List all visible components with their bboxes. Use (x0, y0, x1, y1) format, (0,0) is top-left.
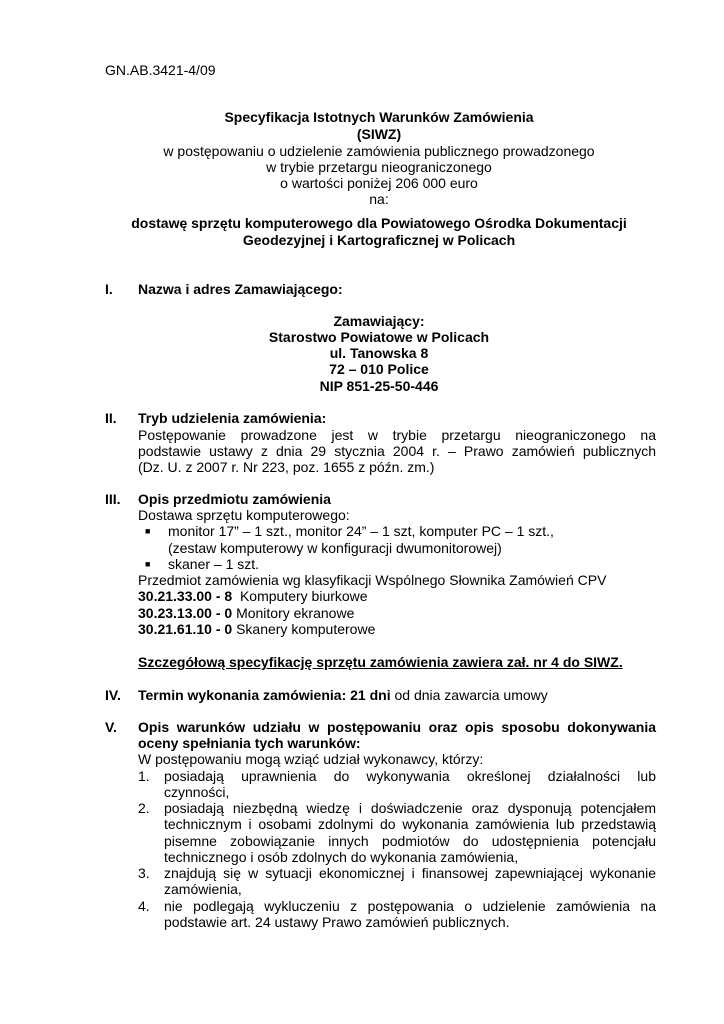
condition-number: 3. (138, 865, 150, 881)
contracting-authority-street: ul. Tanowska 8 (329, 345, 429, 361)
document-title: Specyfikacja Istotnych Warunków Zamówienia (224, 109, 534, 125)
cpv-name: Monitory ekranowe (232, 605, 355, 621)
bullet-item-1-continued: (zestaw komputerowy w konfiguracji dwumonitorowej) (168, 540, 502, 556)
document-abbr: (SIWZ) (356, 126, 402, 142)
section-2-text-line-2: podstawie ustawy z dnia 29 stycznia 2004 r. – Prawo zamówień publicznych (138, 443, 656, 459)
bullet-item-1: monitor 17” – 1 szt., monitor 24” – 1 szt, komputer PC – 1 szt., (168, 523, 554, 539)
header-line-3: o wartości poniżej 206 000 euro (280, 175, 478, 191)
section-5-title-line-1: Opis warunków udziału w postępowaniu oraz opis sposobu dokonywania (138, 719, 656, 735)
contracting-authority-label: Zamawiający: (333, 313, 425, 329)
section-2-number: II. (105, 410, 117, 426)
section-4-number: IV. (105, 687, 121, 703)
section-2-title: Tryb udzielenia zamówienia: (138, 410, 327, 426)
cpv-code: 30.23.13.00 - 0 (138, 605, 233, 621)
cpv-name: Skanery komputerowe (232, 621, 376, 637)
cpv-name: Komputery biurkowe (232, 588, 368, 604)
condition-1-line-1: posiadają uprawnienia do wykonywania określonej działalności lub (164, 768, 656, 784)
condition-2-line-2: technicznym i osobami zdolnymi do wykonania zamówienia lub przedstawią (164, 816, 656, 832)
section-1-number: I. (105, 281, 113, 297)
section-3-intro: Dostawa sprzętu komputerowego: (138, 507, 350, 523)
condition-2-line-1: posiadają niezbędną wiedzę i doświadczenie oraz dysponują potencjałem (164, 800, 656, 816)
contracting-authority-nip: NIP 851-25-50-446 (319, 378, 439, 394)
cpv-row (138, 588, 368, 604)
bullet-icon: ■ (145, 559, 151, 569)
condition-number: 1. (138, 768, 150, 784)
subject-line-1: dostawę sprzętu komputerowego dla Powiatowego Ośrodka Dokumentacji (131, 215, 627, 231)
cpv-code: 30.21.33.00 - 8 (138, 588, 233, 604)
bullet-item-2: skaner – 1 szt. (168, 556, 260, 572)
section-3-number: III. (105, 491, 121, 507)
condition-2-line-3: pisemne zobowiązanie innych podmiotów do udostępnienia potencjału (164, 833, 656, 849)
condition-2-line-4: technicznego i osób zdolnych do wykonania zamówienia, (164, 849, 519, 865)
section-3-title: Opis przedmiotu zamówienia (138, 491, 331, 507)
specification-note: Szczegółową specyfikację sprzętu zamówienia zawiera zał. nr 4 do SIWZ. (138, 654, 623, 670)
condition-1-line-2: czynności, (164, 784, 230, 800)
subject-line-2: Geodezyjnej i Kartograficznej w Policach (242, 232, 516, 248)
section-2-text-line-3: (Dz. U. z 2007 r. Nr 223, poz. 1655 z późn. zm.) (138, 459, 435, 475)
section-5-number: V. (105, 719, 117, 735)
section-5-title-line-2: oceny spełniania tych warunków: (138, 735, 361, 751)
header-line-4: na: (369, 191, 389, 207)
condition-3-line-2: zamówienia, (164, 881, 242, 897)
contracting-authority-name: Starostwo Powiatowe w Policach (268, 329, 490, 345)
section-2-text-line-1: Postępowanie prowadzone jest w trybie przetargu nieograniczonego na (138, 427, 656, 443)
cpv-intro: Przedmiot zamówienia wg klasyfikacji Wspólnego Słownika Zamówień CPV (138, 572, 607, 588)
section-4-line (138, 687, 548, 703)
reference-number: GN.AB.3421-4/09 (105, 62, 216, 78)
cpv-row (138, 605, 354, 621)
condition-4-line-2: podstawie art. 24 ustawy Prawo zamówień publicznych. (164, 914, 510, 930)
header-line-2: w trybie przetargu nieograniczonego (266, 159, 492, 175)
section-1-title: Nazwa i adres Zamawiającego: (138, 281, 343, 297)
condition-number: 2. (138, 800, 150, 816)
bullet-icon: ■ (145, 526, 151, 536)
section-4-title: Termin wykonania zamówienia: 21 dni (138, 687, 391, 703)
section-5-intro: W postępowaniu mogą wziąć udział wykonawcy, którzy: (138, 751, 484, 767)
header-line-1: w postępowaniu o udzielenie zamówienia publicznego prowadzonego (163, 143, 595, 159)
condition-4-line-1: nie podlegają wykluczeniu z postępowania o udzielenie zamówienia na (164, 898, 656, 914)
cpv-code: 30.21.61.10 - 0 (138, 621, 233, 637)
section-4-rest: od dnia zawarcia umowy (390, 687, 548, 703)
contracting-authority-city: 72 – 010 Police (329, 361, 429, 377)
cpv-row (138, 621, 375, 637)
condition-3-line-1: znajdują się w sytuacji ekonomicznej i finansowej zapewniającej wykonanie (164, 865, 656, 881)
condition-number: 4. (138, 898, 150, 914)
